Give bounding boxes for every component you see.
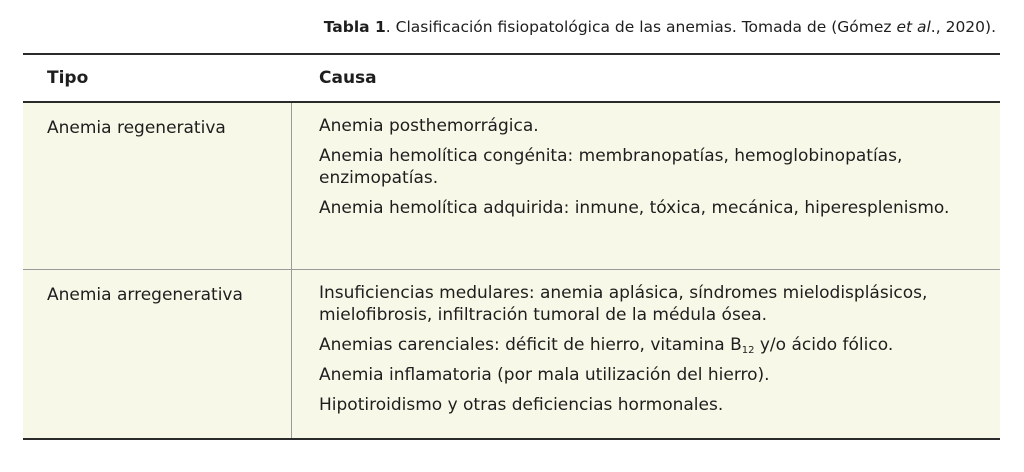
subscript: 12 [741,345,755,356]
cell-causa [292,103,1000,269]
cause-text: Anemias carenciales: déficit de hierro, vitamina B [319,335,742,355]
header-tipo: Tipo [47,68,89,88]
caption-text-end: ., 2020). [930,18,996,36]
cause-item [319,334,990,356]
cause-text-end: y/o ácido fólico. [754,335,894,355]
table-header-row [23,55,1000,103]
caption-text: . Clasificación fisiopatológica de las anemias. Tomada de (Gómez [385,18,897,36]
cause-item: Anemia hemolítica adquirida: inmune, tóxica, mecánica, hiperesplenismo. [319,198,950,218]
cell-tipo: Anemia arregenerativa [23,270,292,438]
cell-tipo: Anemia regenerativa [23,103,292,269]
table-row [23,269,1000,438]
cause-item: Hipotiroidismo y otras deficiencias hormonales. [319,395,724,415]
caption-label: Tabla 1 [323,18,386,36]
cause-item: Anemia posthemorrágica. [319,116,539,136]
caption-italic: et al [896,18,931,36]
cause-item: Anemia hemolítica congénita: membranopatías, hemoglobinopatías, enzimopatías. [319,146,903,188]
cause-item: Anemia inflamatoria (por mala utilización del hierro). [319,365,770,385]
header-causa: Causa [319,68,377,88]
table-row [23,103,1000,269]
cause-item: Insuficiencias medulares: anemia aplásica, síndromes mielodisplásicos, mielofibrosis, infiltración tumoral de la médula ósea. [319,283,928,325]
cell-causa [292,270,1000,438]
classification-table [23,53,1000,440]
table-caption [324,18,996,36]
